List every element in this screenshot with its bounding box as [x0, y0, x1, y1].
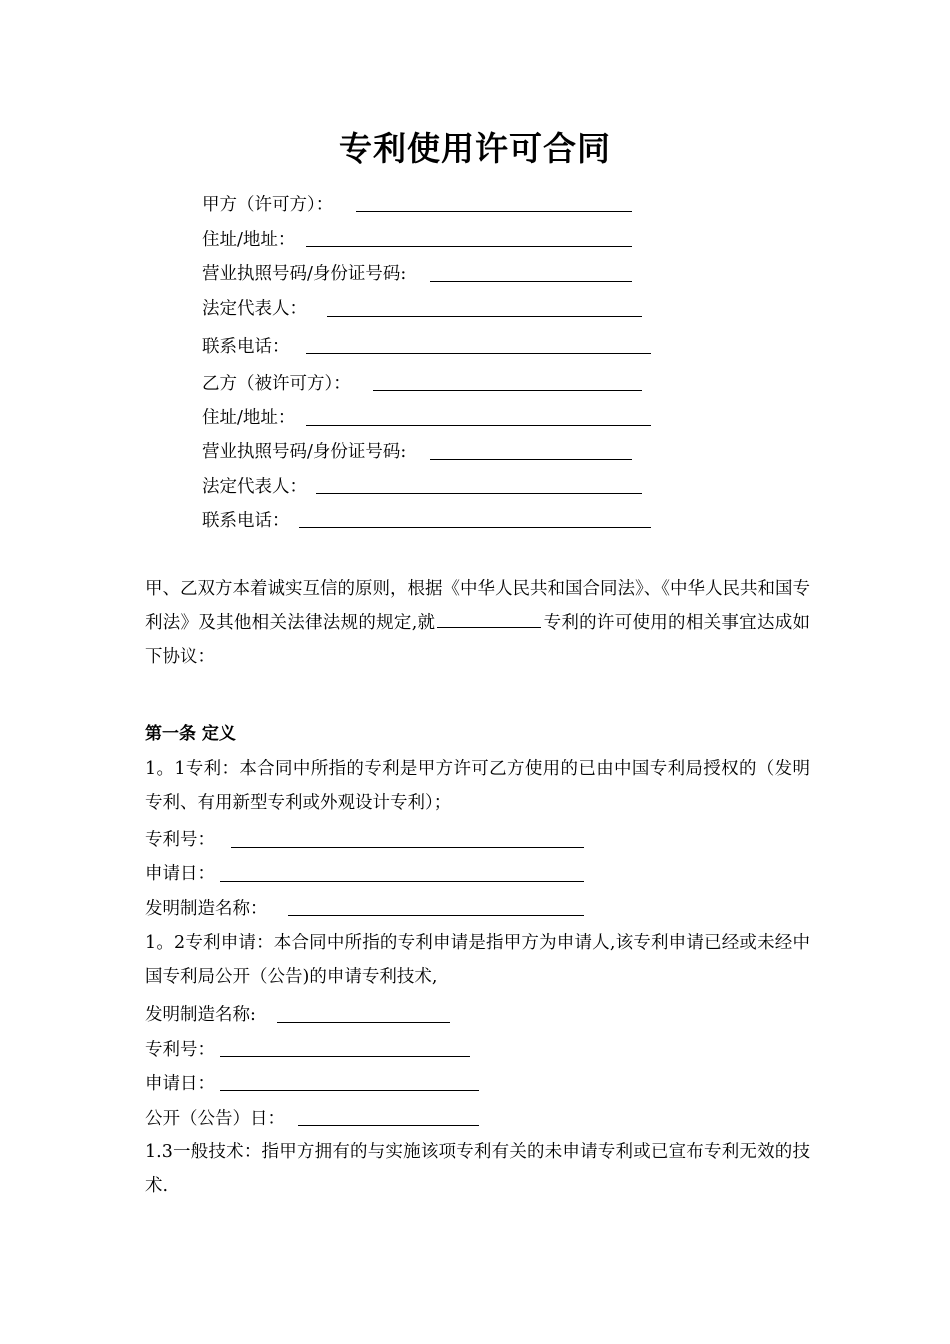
party-b-rep-label: 法定代表人：: [202, 477, 307, 497]
publication-date-label: 公开（公告）日：: [145, 1109, 285, 1129]
preamble-text-after: 专利的许可使用的相关事宜达成如下协议：: [145, 613, 811, 667]
party-a-id-field[interactable]: [430, 281, 632, 282]
party-a-address-label: 住址/地址：: [202, 230, 296, 250]
party-a-id-label: 营业执照号码/身份证号码:: [202, 264, 407, 284]
party-a-address-field[interactable]: [306, 246, 632, 247]
party-b-id-label: 营业执照号码/身份证号码:: [202, 442, 407, 462]
party-b-address-label: 住址/地址：: [202, 408, 296, 428]
preamble-paragraph: [145, 572, 810, 674]
document-title: 专利使用许可合同: [339, 129, 611, 168]
party-b-rep-field[interactable]: [316, 493, 642, 494]
patent-no-label: 专利号：: [145, 830, 215, 850]
patent-no-field-2[interactable]: [220, 1056, 470, 1057]
party-a-rep-field[interactable]: [327, 316, 642, 317]
publication-date-field[interactable]: [298, 1125, 479, 1126]
party-b-phone-label: 联系电话：: [202, 511, 290, 531]
invention-name-field-2[interactable]: [277, 1022, 450, 1023]
invention-name-label-2: 发明制造名称:: [145, 1005, 256, 1025]
party-a-phone-field[interactable]: [306, 353, 651, 354]
clause-1-3: 1.3一般技术：指甲方拥有的与实施该项专利有关的未申请专利或已宣布专利无效的技术.: [145, 1142, 810, 1196]
party-a-rep-label: 法定代表人：: [202, 299, 307, 319]
invention-name-label: 发明制造名称：: [145, 899, 268, 919]
party-b-phone-field[interactable]: [299, 527, 651, 528]
party-a-name-label: 甲方（许可方）：: [202, 195, 334, 215]
patent-no-field[interactable]: [231, 847, 584, 848]
filing-date-label-2: 申请日：: [145, 1074, 215, 1094]
patent-no-label-2: 专利号：: [145, 1040, 215, 1060]
article-1-heading: 第一条 定义: [145, 724, 236, 744]
party-b-name-label: 乙方（被许可方）：: [202, 374, 351, 394]
invention-name-field[interactable]: [288, 915, 584, 916]
filing-date-label: 申请日：: [145, 864, 215, 884]
party-b-id-field[interactable]: [430, 459, 632, 460]
party-a-name-field[interactable]: [356, 211, 632, 212]
clause-1-2: 1。2专利申请：本合同中所指的专利申请是指甲方为申请人,该专利申请已经或未经中国专利局公开（公告)的申请专利技术,: [145, 933, 810, 987]
party-a-phone-label: 联系电话：: [202, 337, 290, 357]
patent-name-blank[interactable]: [437, 607, 541, 628]
preamble-text-before: 甲、乙双方本着诚实互信的原则，根据《中华人民共和国合同法》、《中华人民共和国专利法》及其他相关法律法规的规定,就: [145, 579, 810, 633]
filing-date-field-2[interactable]: [220, 1090, 479, 1091]
party-b-name-field[interactable]: [373, 390, 642, 391]
filing-date-field[interactable]: [220, 881, 584, 882]
clause-1-1: 1。1专利：本合同中所指的专利是甲方许可乙方使用的已由中国专利局授权的（发明专利、有用新型专利或外观设计专利）；: [145, 759, 810, 813]
party-b-address-field[interactable]: [306, 425, 651, 426]
